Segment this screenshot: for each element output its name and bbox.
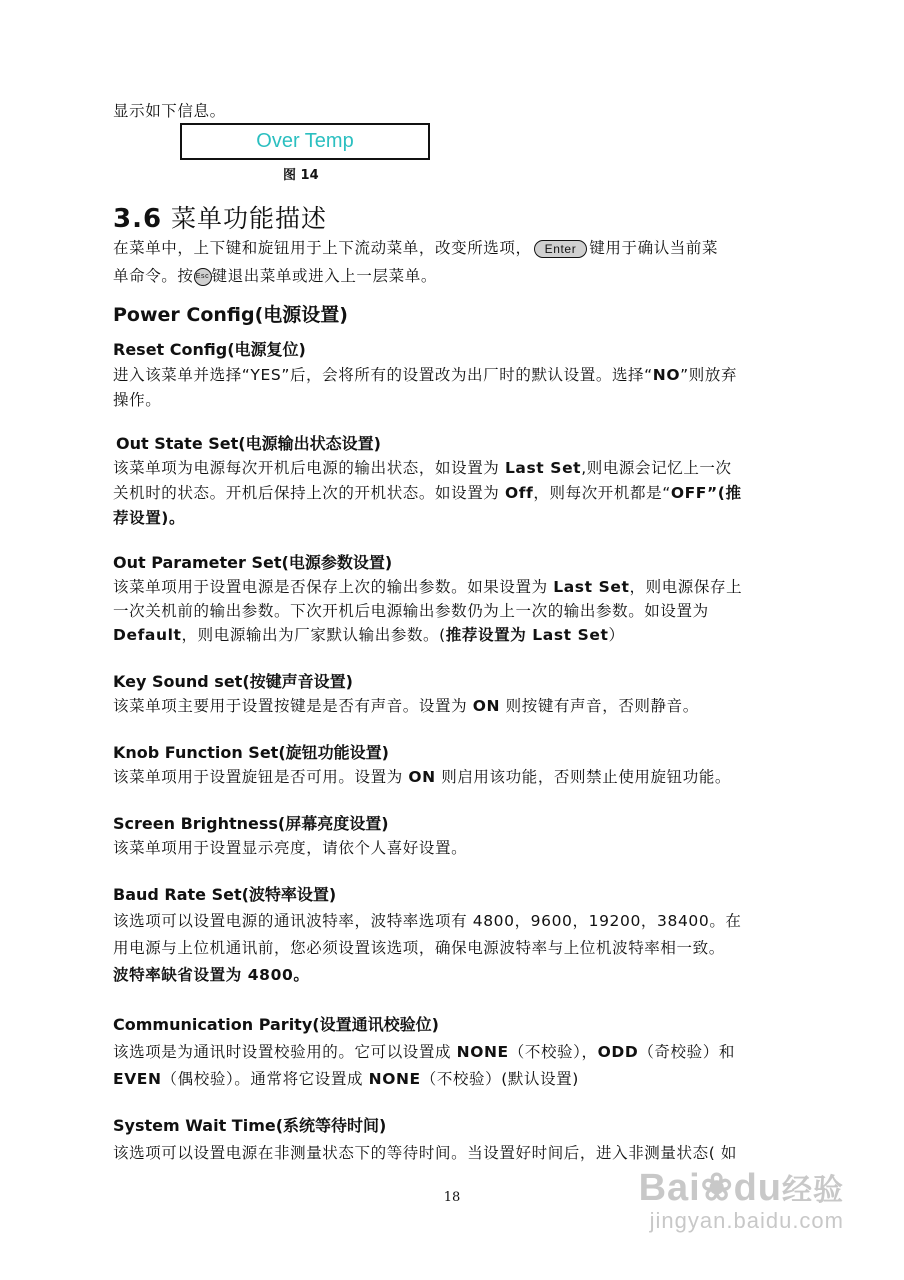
out-param-line-3: Default，则电源输出为厂家默认输出参数。(推荐设置为 Last Set） <box>113 626 625 644</box>
baud-rate-line-1: 该选项可以设置电源的通讯波特率，波特率选项有 4800，9600，19200，38400。在 <box>113 912 742 930</box>
out-param-title: Out Parameter Set(电源参数设置) <box>113 553 393 572</box>
baidu-watermark <box>639 1165 844 1234</box>
wait-time-line-1: 该选项可以设置电源在非测量状态下的等待时间。当设置好时间后，进入非测量状态( 如 <box>113 1144 737 1162</box>
section-title: 菜单功能描述 <box>162 204 328 233</box>
out-state-line-2: 关机时的状态。开机后保持上次的开机状态。如设置为 Off，则每次开机都是“OFF”(推 <box>113 484 742 502</box>
paw-icon: ❀ <box>700 1167 734 1209</box>
key-sound-line-1: 该菜单项主要用于设置按键是是否有声音。设置为 ON 则按键有声音，否则静音。 <box>113 697 699 715</box>
out-state-title: Out State Set(电源输出状态设置) <box>116 434 381 453</box>
section-number: 3.6 <box>113 204 163 234</box>
baud-rate-line-2: 用电源与上位机通讯前，您必须设置该选项，确保电源波特率与上位机波特率相一致。 <box>113 939 725 957</box>
brightness-line-1: 该菜单项用于设置显示亮度，请依个人喜好设置。 <box>113 839 468 857</box>
intro-line: 显示如下信息。 <box>113 102 226 120</box>
baidu-logo: Bai❀du经验 <box>638 1167 844 1209</box>
enter-key-icon: Enter <box>534 240 588 258</box>
lcd-display <box>180 123 430 160</box>
lcd-text: Over Temp <box>256 130 354 152</box>
figure-caption: 图 14 <box>283 168 319 183</box>
out-state-line-1: 该菜单项为电源每次开机后电源的输出状态，如设置为 Last Set,则电源会记忆上一次 <box>113 459 732 477</box>
baud-rate-title: Baud Rate Set(波特率设置) <box>113 885 337 904</box>
out-param-line-2: 一次关机前的输出参数。下次开机后电源输出参数仍为上一次的输出参数。如设置为 <box>113 602 709 620</box>
parity-line-2: EVEN（偶校验）。通常将它设置成 NONE（不校验）(默认设置) <box>113 1070 579 1088</box>
power-config-heading: Power Config(电源设置) <box>113 304 348 326</box>
knob-function-line-1: 该菜单项用于设置旋钮是否可用。设置为 ON 则启用该功能，否则禁止使用旋钮功能。 <box>113 768 732 786</box>
parity-line-1: 该选项是为通讯时设置校验用的。它可以设置成 NONE（不校验），ODD（奇校验）和 <box>113 1043 735 1061</box>
section-desc-line-1: 在菜单中，上下键和旋钮用于上下流动菜单，改变所选项， Enter 键用于确认当前菜 <box>113 239 719 257</box>
knob-function-title: Knob Function Set(旋钮功能设置) <box>113 743 389 762</box>
esc-key-icon: Esc <box>194 268 212 286</box>
brightness-title: Screen Brightness(屏幕亮度设置) <box>113 814 389 833</box>
out-state-line-3: 荐设置)。 <box>113 509 186 527</box>
baud-rate-line-3: 波特率缺省设置为 4800。 <box>113 966 310 984</box>
reset-config-line-1: 进入该菜单并选择“YES”后，会将所有的设置改为出厂时的默认设置。选择“NO”则放弃 <box>113 366 738 384</box>
wait-time-title: System Wait Time(系统等待时间) <box>113 1116 387 1135</box>
reset-config-title: Reset Config(电源复位) <box>113 340 306 359</box>
parity-title: Communication Parity(设置通讯校验位) <box>113 1015 439 1034</box>
section-heading <box>113 203 327 235</box>
page-number: 18 <box>443 1190 461 1205</box>
watermark-url: jingyan.baidu.com <box>649 1208 844 1233</box>
key-sound-title: Key Sound set(按键声音设置) <box>113 672 353 691</box>
section-desc-line-2: 单命令。按 Esc 键退出菜单或进入上一层菜单。 <box>113 267 437 285</box>
reset-config-line-2: 操作。 <box>113 391 162 409</box>
out-param-line-1: 该菜单项用于设置电源是否保存上次的输出参数。如果设置为 Last Set，则电源保存上 <box>113 578 743 596</box>
